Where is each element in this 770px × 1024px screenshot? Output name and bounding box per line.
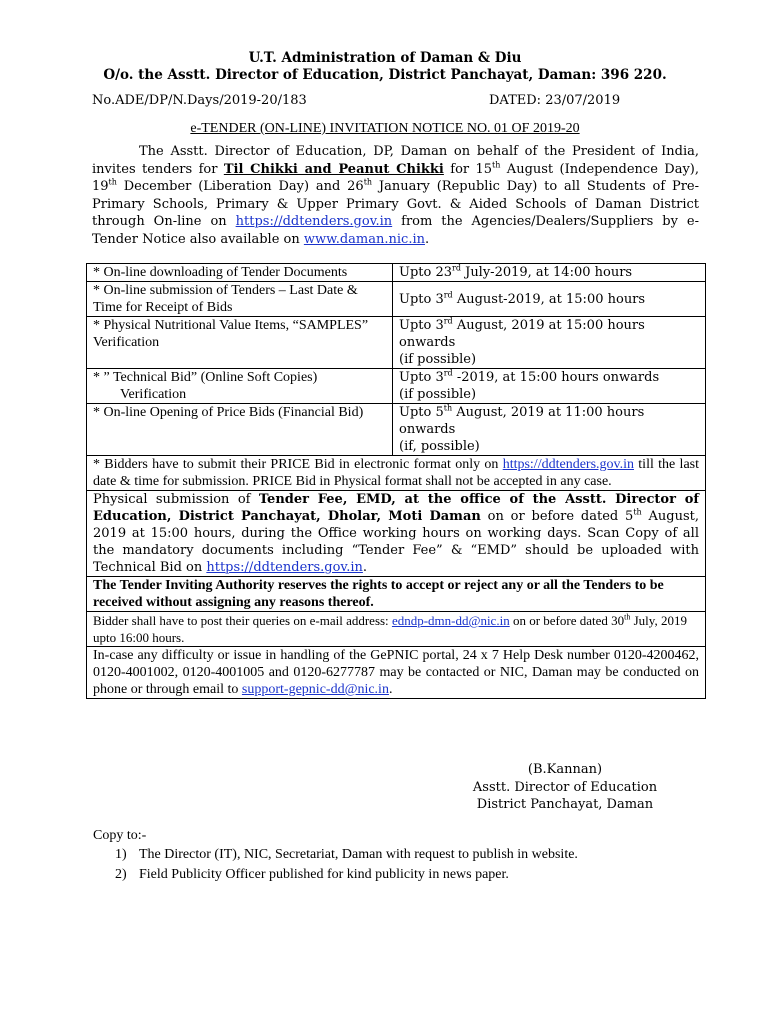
physical-submission-note: [87, 491, 706, 577]
schedule-value: [393, 317, 706, 369]
table-row: [87, 456, 706, 491]
note-emphasis: Tender Fee, EMD, at the office of the Asstt. Director of Education, District Panchayat, Dholar, Moti Daman: [93, 492, 699, 524]
value-text: August, 2019 at 15:00 hours onwards: [399, 318, 645, 350]
value-text: Upto 3: [399, 370, 444, 385]
list-text: Field Publicity Officer published for kind publicity in news paper.: [139, 867, 509, 882]
value-text: Upto 3: [399, 291, 444, 307]
value-text: Upto 23: [399, 265, 453, 280]
query-email-link[interactable]: edndp-dmn-dd@nic.in: [391, 613, 510, 628]
copy-to-list: [115, 845, 578, 885]
schedule-label: * On-line downloading of Tender Documents: [87, 264, 393, 282]
note-text: August, 2019 at 15:00 hours, during the Office working hours on working days. Scan Copy of all the mandatory documents including “Tender Fee” & “EMD” should be uploaded with Technical Bid on: [93, 509, 700, 575]
table-row: [87, 317, 706, 369]
note-text: In-case any difficulty or issue in handling of the GePNIC portal, 24 x 7 Help Desk number 0120-4200462, 0120-4001002, 0120-4001005 and 0120-6277787 may be contacted or NIC, Daman may be conducted on phone or through email to: [93, 648, 699, 697]
queries-note: [87, 612, 706, 647]
signatory-title: Asstt. Director of Education: [472, 779, 658, 795]
schedule-label: * On-line submission of Tenders – Last Date & Time for Receipt of Bids: [87, 282, 393, 317]
intro-text: The Asstt. Director of Education, DP, Daman on behalf of the President of India, invites tenders for: [92, 144, 699, 177]
list-text: The Director (IT), NIC, Secretariat, Daman with request to publish in website.: [139, 847, 578, 862]
table-row: [87, 282, 706, 317]
daman-nic-link[interactable]: www.daman.nic.in: [303, 231, 425, 247]
ordinal-suffix: th: [108, 177, 117, 187]
intro-text: from the Agencies/Dealers/Suppliers by e-Tender Notice also available on: [92, 214, 699, 247]
schedule-label: [87, 369, 393, 404]
value-note: (if possible): [399, 387, 477, 402]
ordinal-suffix: rd: [443, 316, 453, 326]
note-text: July, 2019 upto 16:00 hours.: [93, 613, 687, 645]
table-row: [87, 647, 706, 699]
table-row: [87, 369, 706, 404]
label-text: * ” Technical Bid” (Online Soft Copies): [93, 370, 318, 385]
note-text: .: [388, 682, 393, 697]
table-row: [87, 577, 706, 612]
schedule-label: * Physical Nutritional Value Items, “SAMPLES” Verification: [87, 317, 393, 369]
intro-text: .: [424, 231, 430, 247]
copy-to-heading: Copy to:-: [93, 828, 147, 843]
value-note: (if, possible): [399, 439, 480, 454]
notice-title: e-TENDER (ON-LINE) INVITATION NOTICE NO. 01 OF 2019-20: [190, 121, 580, 136]
signatory-name: (B.Kannan): [527, 762, 603, 777]
ddtenders-link[interactable]: https://ddtenders.gov.in: [502, 457, 634, 472]
table-row: [87, 491, 706, 577]
value-text: Upto 3: [399, 318, 444, 333]
ddtenders-link[interactable]: https://ddtenders.gov.in: [235, 214, 393, 229]
list-number: 2): [115, 867, 127, 882]
intro-text: December (Liberation Day) and 26: [116, 179, 364, 194]
note-text: * Bidders have to submit their PRICE Bid in electronic format only on: [93, 457, 503, 472]
helpdesk-note: [87, 647, 706, 699]
list-item: [115, 865, 578, 885]
office-header-line1: U.T. Administration of Daman & Diu: [248, 50, 522, 66]
ordinal-suffix: rd: [443, 290, 453, 300]
schedule-value: [393, 282, 706, 317]
ordinal-suffix: rd: [452, 263, 461, 273]
value-text: -2019, at 15:00 hours onwards: [452, 370, 660, 385]
list-item: [115, 845, 578, 865]
authority-note: The Tender Inviting Authority reserves the rights to accept or reject any or all the Tenders to be received without assigning any reasons thereof.: [87, 577, 706, 612]
note-text: till the last date & time for submission. PRICE Bid in Physical format shall not be accepted in any case.: [93, 457, 699, 489]
signatory-office: District Panchayat, Daman: [476, 797, 654, 812]
value-text: July-2019, at 14:00 hours: [460, 265, 633, 280]
value-text: August-2019, at 15:00 hours: [452, 291, 646, 307]
schedule-value: [393, 369, 706, 404]
ordinal-suffix: th: [633, 507, 642, 517]
tender-item: Til Chikki and Peanut Chikki: [223, 161, 444, 177]
intro-paragraph: [92, 143, 699, 248]
ordinal-suffix: th: [624, 612, 631, 622]
intro-text: August (Independence Day), 19: [92, 161, 699, 194]
list-number: 1): [115, 847, 127, 862]
intro-text: January (Republic Day) to all Students of Pre-Primary Schools, Primary & Upper Primary Govt. & Aided Schools of Daman District through On-line on: [92, 179, 699, 229]
note-text: on or before dated 5: [480, 509, 634, 524]
reference-number: No.ADE/DP/N.Days/2019-20/183: [92, 93, 307, 108]
office-header-line2: O/o. the Asstt. Director of Education, District Panchayat, Daman: 396 220.: [103, 67, 667, 83]
reference-date: DATED: 23/07/2019: [489, 93, 621, 108]
ordinal-suffix: rd: [443, 368, 453, 378]
note-text: on or before dated 30: [509, 613, 625, 628]
note-text: Bidder shall have to post their queries on e-mail address:: [93, 613, 392, 628]
price-bid-note: [87, 456, 706, 491]
support-email-link[interactable]: support-gepnic-dd@nic.in: [241, 682, 389, 697]
intro-text: for 15: [443, 161, 493, 177]
value-text: Upto 5: [399, 405, 444, 420]
ordinal-suffix: th: [492, 160, 501, 170]
schedule-value: [393, 264, 706, 282]
value-text: August, 2019 at 11:00 hours onwards: [399, 405, 645, 437]
ordinal-suffix: th: [443, 403, 453, 413]
note-text: .: [362, 560, 368, 575]
schedule-label: * On-line Opening of Price Bids (Financial Bid): [87, 404, 393, 456]
table-row: [87, 404, 706, 456]
tender-schedule-table: [86, 263, 706, 699]
note-text: Physical submission of: [93, 492, 259, 507]
table-row: [87, 264, 706, 282]
label-text: Verification: [120, 387, 187, 402]
signature-block: [470, 761, 660, 814]
ordinal-suffix: th: [363, 177, 373, 187]
table-row: [87, 612, 706, 647]
schedule-value: [393, 404, 706, 456]
ddtenders-link[interactable]: https://ddtenders.gov.in: [206, 560, 363, 575]
value-note: (if possible): [399, 352, 477, 367]
